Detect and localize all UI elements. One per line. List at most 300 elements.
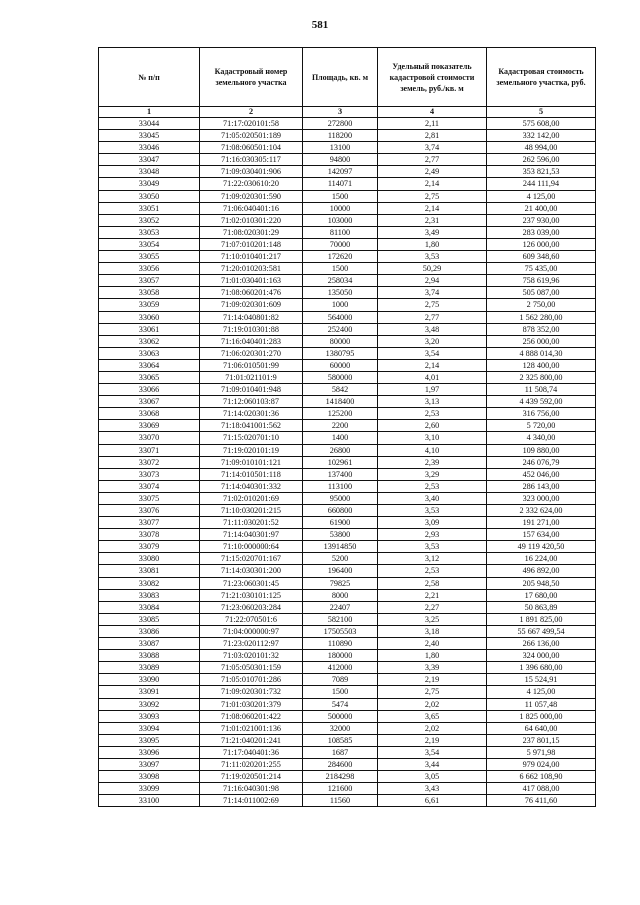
cell-unit-value: 2,31 (378, 214, 487, 226)
cell-area: 135050 (303, 287, 378, 299)
cell-cadastral-value: 4 125,00 (487, 190, 596, 202)
table-header-row (99, 48, 596, 107)
cell-cadastral-value: 262 596,00 (487, 154, 596, 166)
land-cadastral-table (98, 47, 596, 807)
cell-cadastral-number: 71:17:020101:58 (200, 118, 303, 130)
cell-area: 5474 (303, 698, 378, 710)
cell-row-number: 33091 (99, 686, 200, 698)
cell-unit-value: 3,54 (378, 347, 487, 359)
cell-row-number: 33051 (99, 202, 200, 214)
cell-area: 70000 (303, 238, 378, 250)
cell-cadastral-value: 4 125,00 (487, 686, 596, 698)
cell-area: 114071 (303, 178, 378, 190)
cell-area: 110890 (303, 638, 378, 650)
cell-row-number: 33057 (99, 275, 200, 287)
cell-area: 17505503 (303, 625, 378, 637)
cell-row-number: 33046 (99, 142, 200, 154)
cell-row-number: 33059 (99, 299, 200, 311)
cell-cadastral-number: 71:22:070501:6 (200, 613, 303, 625)
cell-unit-value: 3,53 (378, 505, 487, 517)
cell-cadastral-value: 324 000,00 (487, 650, 596, 662)
cell-cadastral-value: 878 352,00 (487, 323, 596, 335)
cell-area: 13100 (303, 142, 378, 154)
cell-cadastral-value: 2 332 624,00 (487, 505, 596, 517)
header-area: Площадь, кв. м (303, 48, 378, 107)
cell-area: 1418400 (303, 396, 378, 408)
cell-row-number: 33081 (99, 565, 200, 577)
cell-cadastral-value: 205 948,50 (487, 577, 596, 589)
header-row-number: № п/п (99, 48, 200, 107)
cell-cadastral-value: 4 340,00 (487, 432, 596, 444)
cell-cadastral-value: 6 662 108,90 (487, 771, 596, 783)
cell-area: 53800 (303, 529, 378, 541)
cell-cadastral-value: 2 325 800,00 (487, 371, 596, 383)
cell-cadastral-number: 71:14:040301:97 (200, 529, 303, 541)
table-row (99, 698, 596, 710)
cell-cadastral-number: 71:19:020101:19 (200, 444, 303, 456)
cell-unit-value: 3,74 (378, 142, 487, 154)
cell-cadastral-number: 71:05:050301:159 (200, 662, 303, 674)
table-row (99, 589, 596, 601)
table-row (99, 166, 596, 178)
cell-cadastral-number: 71:05:010701:286 (200, 674, 303, 686)
cell-cadastral-number: 71:01:030201:379 (200, 698, 303, 710)
table-row (99, 601, 596, 613)
header-cadastral-value: Кадастровая стоимость земельного участка, руб. (487, 48, 596, 107)
cell-unit-value: 2,14 (378, 359, 487, 371)
cell-area: 32000 (303, 722, 378, 734)
cell-cadastral-value: 1 562 280,00 (487, 311, 596, 323)
cell-cadastral-number: 71:19:010301:88 (200, 323, 303, 335)
table-row (99, 154, 596, 166)
cell-area: 660800 (303, 505, 378, 517)
table-row (99, 396, 596, 408)
cell-unit-value: 2,19 (378, 674, 487, 686)
cell-unit-value: 3,09 (378, 517, 487, 529)
cell-row-number: 33053 (99, 226, 200, 238)
cell-cadastral-value: 237 930,00 (487, 214, 596, 226)
cell-row-number: 33079 (99, 541, 200, 553)
table-row (99, 287, 596, 299)
cell-cadastral-value: 5 720,00 (487, 420, 596, 432)
cell-cadastral-value: 191 271,00 (487, 517, 596, 529)
cell-cadastral-number: 71:06:010501:99 (200, 359, 303, 371)
cell-row-number: 33061 (99, 323, 200, 335)
cell-row-number: 33064 (99, 359, 200, 371)
table-row (99, 722, 596, 734)
cell-row-number: 33069 (99, 420, 200, 432)
column-number: 3 (303, 107, 378, 118)
table-row (99, 202, 596, 214)
cell-area: 5200 (303, 553, 378, 565)
cell-row-number: 33095 (99, 734, 200, 746)
cell-cadastral-value: 496 892,00 (487, 565, 596, 577)
cell-cadastral-number: 71:08:060201:422 (200, 710, 303, 722)
cell-area: 8000 (303, 589, 378, 601)
cell-cadastral-number: 71:09:030401:906 (200, 166, 303, 178)
cell-area: 1500 (303, 686, 378, 698)
cell-cadastral-value: 1 891 825,00 (487, 613, 596, 625)
table-row (99, 190, 596, 202)
cell-unit-value: 2,19 (378, 734, 487, 746)
cell-cadastral-number: 71:09:020301:732 (200, 686, 303, 698)
table-row (99, 758, 596, 770)
cell-unit-value: 3,40 (378, 492, 487, 504)
cell-row-number: 33080 (99, 553, 200, 565)
cell-row-number: 33067 (99, 396, 200, 408)
cell-cadastral-number: 71:12:060103:87 (200, 396, 303, 408)
table-row (99, 625, 596, 637)
cell-row-number: 33072 (99, 456, 200, 468)
table-row (99, 710, 596, 722)
cell-unit-value: 3,65 (378, 710, 487, 722)
page-number: 581 (311, 19, 329, 31)
cell-area: 81100 (303, 226, 378, 238)
cell-cadastral-number: 71:15:020701:10 (200, 432, 303, 444)
cell-cadastral-value: 283 039,00 (487, 226, 596, 238)
cell-unit-value: 3,44 (378, 758, 487, 770)
table-row (99, 686, 596, 698)
cell-unit-value: 2,58 (378, 577, 487, 589)
table-row (99, 746, 596, 758)
cell-cadastral-value: 1 396 680,00 (487, 662, 596, 674)
cell-unit-value: 3,49 (378, 226, 487, 238)
cell-area: 258034 (303, 275, 378, 287)
cell-area: 113100 (303, 480, 378, 492)
column-number: 5 (487, 107, 596, 118)
cell-unit-value: 2,21 (378, 589, 487, 601)
cell-area: 180000 (303, 650, 378, 662)
cell-area: 79825 (303, 577, 378, 589)
cell-cadastral-number: 71:09:020301:609 (200, 299, 303, 311)
table-row (99, 662, 596, 674)
cell-unit-value: 3,74 (378, 287, 487, 299)
cell-cadastral-number: 71:03:020101:32 (200, 650, 303, 662)
cell-unit-value: 2,75 (378, 190, 487, 202)
cell-cadastral-number: 71:09:020301:590 (200, 190, 303, 202)
cell-area: 196400 (303, 565, 378, 577)
cell-area: 172620 (303, 251, 378, 263)
cell-cadastral-number: 71:19:020501:214 (200, 771, 303, 783)
table-row (99, 275, 596, 287)
cell-row-number: 33097 (99, 758, 200, 770)
cell-cadastral-value: 48 994,00 (487, 142, 596, 154)
cell-area: 108585 (303, 734, 378, 746)
header-unit-value: Удельный показатель кадастровой стоимости земель, руб./кв. м (378, 48, 487, 107)
cell-area: 102961 (303, 456, 378, 468)
cell-cadastral-number: 71:11:020201:255 (200, 758, 303, 770)
cell-cadastral-number: 71:06:040401:16 (200, 202, 303, 214)
cell-area: 1000 (303, 299, 378, 311)
table-row (99, 432, 596, 444)
cell-cadastral-value: 49 119 420,50 (487, 541, 596, 553)
cell-area: 95000 (303, 492, 378, 504)
cell-cadastral-value: 609 348,60 (487, 251, 596, 263)
cell-cadastral-value: 323 000,00 (487, 492, 596, 504)
cell-area: 412000 (303, 662, 378, 674)
cell-row-number: 33062 (99, 335, 200, 347)
cell-cadastral-value: 11 508,74 (487, 384, 596, 396)
cell-row-number: 33078 (99, 529, 200, 541)
table-row (99, 444, 596, 456)
cell-area: 582100 (303, 613, 378, 625)
cell-row-number: 33096 (99, 746, 200, 758)
cell-cadastral-number: 71:11:030201:52 (200, 517, 303, 529)
cell-area: 61900 (303, 517, 378, 529)
cell-cadastral-number: 71:01:030401:163 (200, 275, 303, 287)
cell-area: 13914850 (303, 541, 378, 553)
cell-row-number: 33089 (99, 662, 200, 674)
cell-area: 1687 (303, 746, 378, 758)
cell-unit-value: 50,29 (378, 263, 487, 275)
table-row (99, 505, 596, 517)
table-row (99, 456, 596, 468)
header-cadastral-number: Кадастровый номер земельного участка (200, 48, 303, 107)
table-row (99, 650, 596, 662)
cell-area: 137400 (303, 468, 378, 480)
cell-unit-value: 2,53 (378, 408, 487, 420)
table-row (99, 118, 596, 130)
cell-row-number: 33049 (99, 178, 200, 190)
cell-unit-value: 3,12 (378, 553, 487, 565)
cell-cadastral-number: 71:02:010301:220 (200, 214, 303, 226)
cell-area: 1500 (303, 263, 378, 275)
cell-area: 272800 (303, 118, 378, 130)
table-row (99, 359, 596, 371)
cell-unit-value: 1,97 (378, 384, 487, 396)
column-number: 4 (378, 107, 487, 118)
cell-row-number: 33092 (99, 698, 200, 710)
cell-area: 284600 (303, 758, 378, 770)
cell-row-number: 33090 (99, 674, 200, 686)
table-row (99, 795, 596, 807)
cell-cadastral-number: 71:05:020501:189 (200, 130, 303, 142)
table-row (99, 674, 596, 686)
cell-unit-value: 2,77 (378, 311, 487, 323)
table-body (99, 118, 596, 807)
cell-cadastral-value: 21 400,00 (487, 202, 596, 214)
cell-unit-value: 2,02 (378, 698, 487, 710)
table-row (99, 130, 596, 142)
column-number: 2 (200, 107, 303, 118)
cell-row-number: 33048 (99, 166, 200, 178)
cell-area: 103000 (303, 214, 378, 226)
cell-row-number: 33054 (99, 238, 200, 250)
table-row (99, 251, 596, 263)
table-row (99, 371, 596, 383)
cell-cadastral-value: 316 756,00 (487, 408, 596, 420)
table-row (99, 541, 596, 553)
cell-row-number: 33100 (99, 795, 200, 807)
cell-area: 5842 (303, 384, 378, 396)
cell-unit-value: 2,53 (378, 565, 487, 577)
cell-unit-value: 3,05 (378, 771, 487, 783)
cell-unit-value: 3,25 (378, 613, 487, 625)
table-row (99, 384, 596, 396)
cell-row-number: 33077 (99, 517, 200, 529)
cell-area: 125200 (303, 408, 378, 420)
cell-row-number: 33082 (99, 577, 200, 589)
cell-cadastral-value: 157 634,00 (487, 529, 596, 541)
cell-cadastral-value: 126 000,00 (487, 238, 596, 250)
cell-unit-value: 6,61 (378, 795, 487, 807)
cell-row-number: 33047 (99, 154, 200, 166)
cell-row-number: 33074 (99, 480, 200, 492)
cell-unit-value: 3,53 (378, 541, 487, 553)
cell-cadastral-number: 71:21:040201:241 (200, 734, 303, 746)
cell-row-number: 33076 (99, 505, 200, 517)
cell-unit-value: 4,01 (378, 371, 487, 383)
cell-cadastral-number: 71:23:060301:45 (200, 577, 303, 589)
cell-cadastral-value: 4 888 014,30 (487, 347, 596, 359)
table-row (99, 529, 596, 541)
cell-cadastral-value: 452 046,00 (487, 468, 596, 480)
cell-row-number: 33083 (99, 589, 200, 601)
cell-cadastral-value: 2 750,00 (487, 299, 596, 311)
cell-cadastral-value: 5 971,98 (487, 746, 596, 758)
table-row (99, 214, 596, 226)
cell-unit-value: 2,94 (378, 275, 487, 287)
cell-row-number: 33055 (99, 251, 200, 263)
cell-area: 22407 (303, 601, 378, 613)
table-row (99, 480, 596, 492)
table-row (99, 263, 596, 275)
table-row (99, 565, 596, 577)
cell-row-number: 33052 (99, 214, 200, 226)
cell-cadastral-value: 75 435,00 (487, 263, 596, 275)
cell-row-number: 33098 (99, 771, 200, 783)
cell-cadastral-value: 505 087,00 (487, 287, 596, 299)
cell-row-number: 33086 (99, 625, 200, 637)
cell-unit-value: 2,27 (378, 601, 487, 613)
cell-row-number: 33085 (99, 613, 200, 625)
cell-cadastral-number: 71:14:020301:36 (200, 408, 303, 420)
cell-cadastral-value: 332 142,00 (487, 130, 596, 142)
cell-cadastral-value: 256 000,00 (487, 335, 596, 347)
cell-cadastral-value: 16 224,00 (487, 553, 596, 565)
table-row (99, 238, 596, 250)
cell-cadastral-number: 71:10:000000:64 (200, 541, 303, 553)
table-row (99, 553, 596, 565)
cell-area: 142097 (303, 166, 378, 178)
cell-row-number: 33068 (99, 408, 200, 420)
cell-cadastral-number: 71:16:030305:117 (200, 154, 303, 166)
cell-unit-value: 1,80 (378, 650, 487, 662)
cell-cadastral-value: 109 880,00 (487, 444, 596, 456)
cell-cadastral-number: 71:16:040401:283 (200, 335, 303, 347)
cell-cadastral-value: 244 111,94 (487, 178, 596, 190)
cell-row-number: 33056 (99, 263, 200, 275)
cell-cadastral-number: 71:09:010401:948 (200, 384, 303, 396)
cell-row-number: 33045 (99, 130, 200, 142)
cell-area: 500000 (303, 710, 378, 722)
cell-cadastral-number: 71:18:041001:562 (200, 420, 303, 432)
cell-cadastral-value: 50 863,89 (487, 601, 596, 613)
cell-cadastral-number: 71:15:020701:167 (200, 553, 303, 565)
cell-area: 1500 (303, 190, 378, 202)
table-row (99, 408, 596, 420)
cell-area: 1400 (303, 432, 378, 444)
cell-cadastral-value: 237 801,15 (487, 734, 596, 746)
cell-cadastral-number: 71:10:010401:217 (200, 251, 303, 263)
cell-unit-value: 4,10 (378, 444, 487, 456)
cell-unit-value: 2,49 (378, 166, 487, 178)
cell-cadastral-value: 76 411,60 (487, 795, 596, 807)
cell-unit-value: 2,40 (378, 638, 487, 650)
cell-row-number: 33060 (99, 311, 200, 323)
cell-unit-value: 2,14 (378, 178, 487, 190)
cell-area: 7089 (303, 674, 378, 686)
cell-cadastral-number: 71:09:010101:121 (200, 456, 303, 468)
cell-cadastral-number: 71:14:011002:69 (200, 795, 303, 807)
cell-area: 1380795 (303, 347, 378, 359)
table-row (99, 178, 596, 190)
cell-cadastral-number: 71:16:040301:98 (200, 783, 303, 795)
cell-unit-value: 2,02 (378, 722, 487, 734)
table-row (99, 142, 596, 154)
cell-cadastral-number: 71:14:040301:332 (200, 480, 303, 492)
cell-area: 10000 (303, 202, 378, 214)
table-row (99, 734, 596, 746)
cell-area: 26800 (303, 444, 378, 456)
cell-row-number: 33058 (99, 287, 200, 299)
cell-row-number: 33073 (99, 468, 200, 480)
cell-area: 60000 (303, 359, 378, 371)
cell-unit-value: 1,80 (378, 238, 487, 250)
cell-cadastral-value: 266 136,00 (487, 638, 596, 650)
cell-row-number: 33084 (99, 601, 200, 613)
cell-row-number: 33071 (99, 444, 200, 456)
cell-unit-value: 2,53 (378, 480, 487, 492)
cell-unit-value: 3,43 (378, 783, 487, 795)
cell-row-number: 33087 (99, 638, 200, 650)
cell-cadastral-value: 4 439 592,00 (487, 396, 596, 408)
cell-unit-value: 2,11 (378, 118, 487, 130)
cell-cadastral-value: 128 400,00 (487, 359, 596, 371)
table-row (99, 420, 596, 432)
cell-area: 580000 (303, 371, 378, 383)
table-row (99, 323, 596, 335)
cell-cadastral-number: 71:01:021001:136 (200, 722, 303, 734)
cell-cadastral-value: 17 680,00 (487, 589, 596, 601)
cell-unit-value: 3,20 (378, 335, 487, 347)
cell-cadastral-value: 1 825 000,00 (487, 710, 596, 722)
cell-cadastral-number: 71:07:010201:148 (200, 238, 303, 250)
column-number: 1 (99, 107, 200, 118)
cell-unit-value: 3,29 (378, 468, 487, 480)
cell-unit-value: 3,13 (378, 396, 487, 408)
cell-cadastral-value: 55 667 499,54 (487, 625, 596, 637)
table-row (99, 299, 596, 311)
cell-row-number: 33050 (99, 190, 200, 202)
cell-cadastral-value: 353 821,53 (487, 166, 596, 178)
cell-row-number: 33094 (99, 722, 200, 734)
cell-cadastral-number: 71:23:020112:97 (200, 638, 303, 650)
cell-cadastral-value: 417 088,00 (487, 783, 596, 795)
cell-cadastral-number: 71:08:060501:104 (200, 142, 303, 154)
table-row (99, 492, 596, 504)
cell-row-number: 33088 (99, 650, 200, 662)
cell-row-number: 33070 (99, 432, 200, 444)
cell-area: 564000 (303, 311, 378, 323)
table-row (99, 638, 596, 650)
cell-cadastral-number: 71:08:060201:476 (200, 287, 303, 299)
cell-cadastral-value: 286 143,00 (487, 480, 596, 492)
cell-cadastral-value: 758 619,96 (487, 275, 596, 287)
cell-cadastral-number: 71:08:020301:29 (200, 226, 303, 238)
cell-row-number: 33066 (99, 384, 200, 396)
table-row (99, 347, 596, 359)
